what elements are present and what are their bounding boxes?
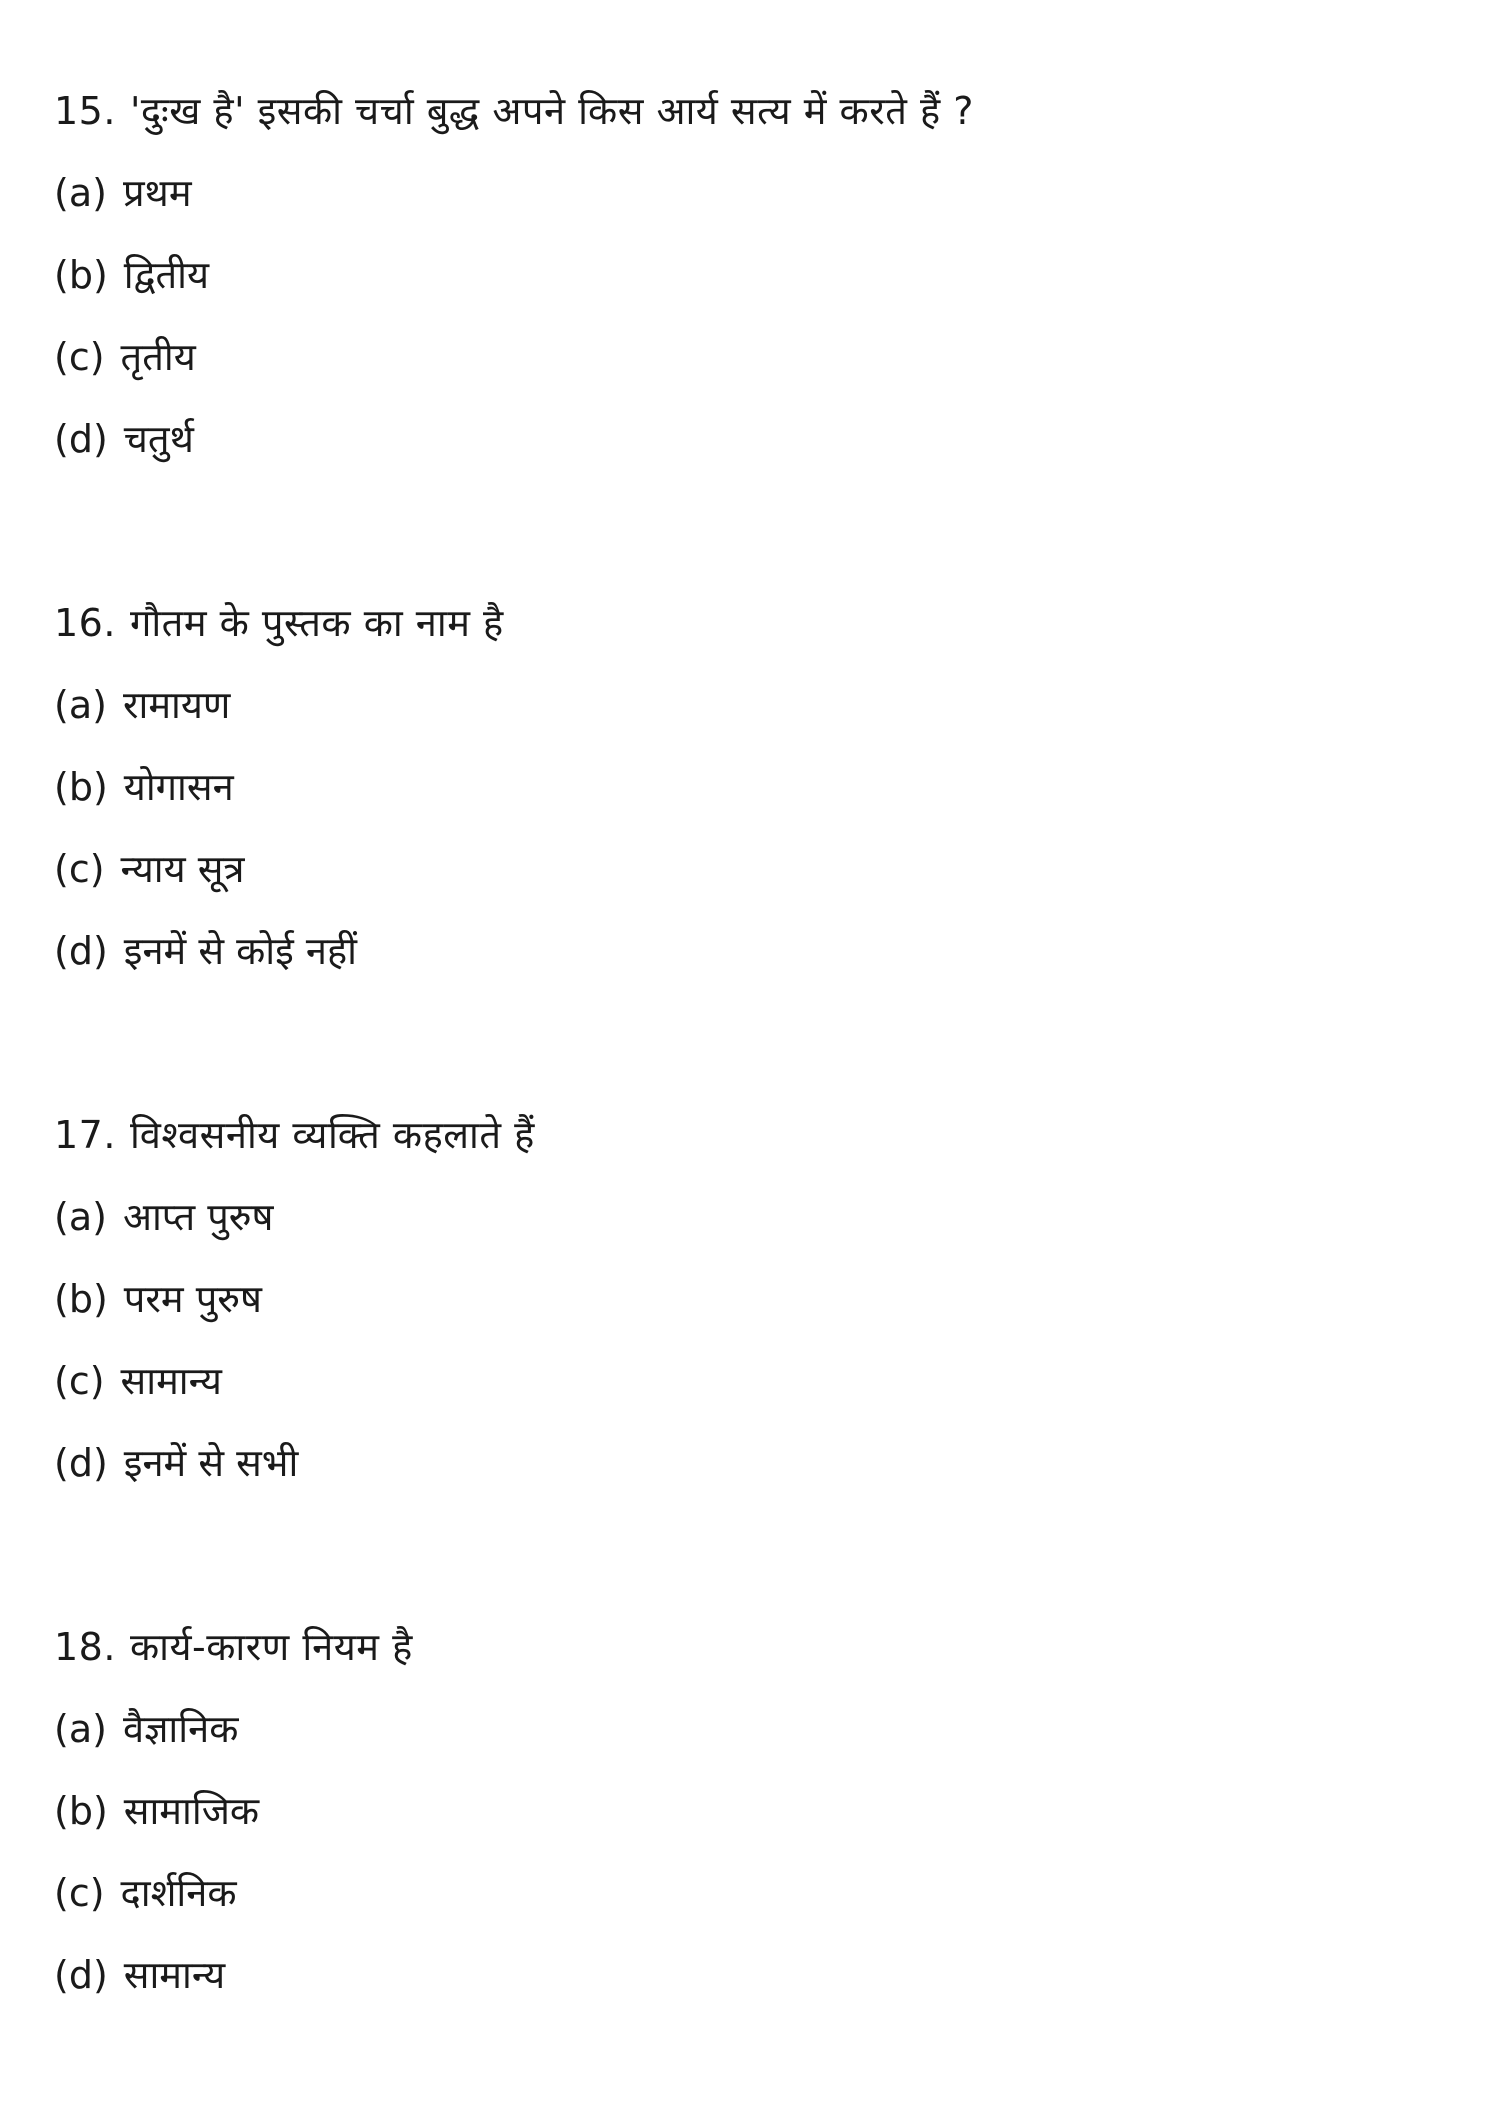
- option-text: प्रथम: [122, 171, 192, 215]
- option-text: इनमें से सभी: [123, 1441, 299, 1485]
- option-label: (a): [54, 1195, 107, 1239]
- question-list: [54, 70, 1454, 2118]
- option-c: [54, 828, 1454, 910]
- option-label: (b): [54, 1277, 108, 1321]
- option-text: परम पुरुष: [123, 1277, 262, 1321]
- question-text-line: [54, 582, 1454, 664]
- option-c: [54, 316, 1454, 398]
- question-16: [54, 582, 1454, 992]
- option-b: [54, 1258, 1454, 1340]
- option-label: (a): [54, 1707, 107, 1751]
- option-text: योगासन: [123, 765, 234, 809]
- option-b: [54, 746, 1454, 828]
- option-d: [54, 1422, 1454, 1504]
- option-text: वैज्ञानिक: [122, 1707, 239, 1751]
- option-d: [54, 1934, 1454, 2016]
- option-a: [54, 152, 1454, 234]
- option-label: (d): [54, 929, 108, 973]
- option-label: (c): [54, 1359, 105, 1403]
- option-c: [54, 1340, 1454, 1422]
- question-text: विश्वसनीय व्यक्ति कहलाते हैं: [129, 1113, 535, 1157]
- question-number: 16.: [54, 601, 116, 645]
- option-label: (d): [54, 1953, 108, 1997]
- option-label: (a): [54, 171, 107, 215]
- question-15: [54, 70, 1454, 480]
- option-c: [54, 1852, 1454, 1934]
- option-label: (b): [54, 253, 108, 297]
- option-text: चतुर्थ: [123, 417, 194, 461]
- option-label: (a): [54, 683, 107, 727]
- option-label: (c): [54, 847, 105, 891]
- option-a: [54, 1176, 1454, 1258]
- option-text: इनमें से कोई नहीं: [123, 929, 357, 973]
- question-text-line: [54, 1606, 1454, 1688]
- option-text: न्याय सूत्र: [120, 847, 245, 891]
- option-b: [54, 1770, 1454, 1852]
- option-b: [54, 234, 1454, 316]
- option-d: [54, 398, 1454, 480]
- option-text: तृतीय: [120, 335, 196, 379]
- question-number: 17.: [54, 1113, 116, 1157]
- question-text: कार्य-कारण नियम है: [129, 1625, 413, 1669]
- option-text: द्वितीय: [123, 253, 210, 297]
- option-a: [54, 1688, 1454, 1770]
- question-17: [54, 1094, 1454, 1504]
- option-text: सामान्य: [120, 1359, 222, 1403]
- option-text: रामायण: [122, 683, 231, 727]
- option-label: (b): [54, 765, 108, 809]
- question-text: गौतम के पुस्तक का नाम है: [129, 601, 504, 645]
- option-a: [54, 664, 1454, 746]
- option-label: (c): [54, 335, 105, 379]
- question-text-line: [54, 70, 1454, 152]
- question-text-line: [54, 1094, 1454, 1176]
- option-label: (d): [54, 1441, 108, 1485]
- option-label: (b): [54, 1789, 108, 1833]
- question-text: 'दुःख है' इसकी चर्चा बुद्ध अपने किस आर्य सत्य में करते हैं ?: [129, 89, 974, 133]
- option-label: (d): [54, 417, 108, 461]
- option-text: सामान्य: [123, 1953, 226, 1997]
- option-text: आप्त पुरुष: [122, 1195, 274, 1239]
- option-d: [54, 910, 1454, 992]
- question-18: [54, 1606, 1454, 2016]
- question-number: 18.: [54, 1625, 116, 1669]
- option-text: दार्शनिक: [120, 1871, 237, 1915]
- question-number: 15.: [54, 89, 116, 133]
- option-text: सामाजिक: [123, 1789, 260, 1833]
- option-label: (c): [54, 1871, 105, 1915]
